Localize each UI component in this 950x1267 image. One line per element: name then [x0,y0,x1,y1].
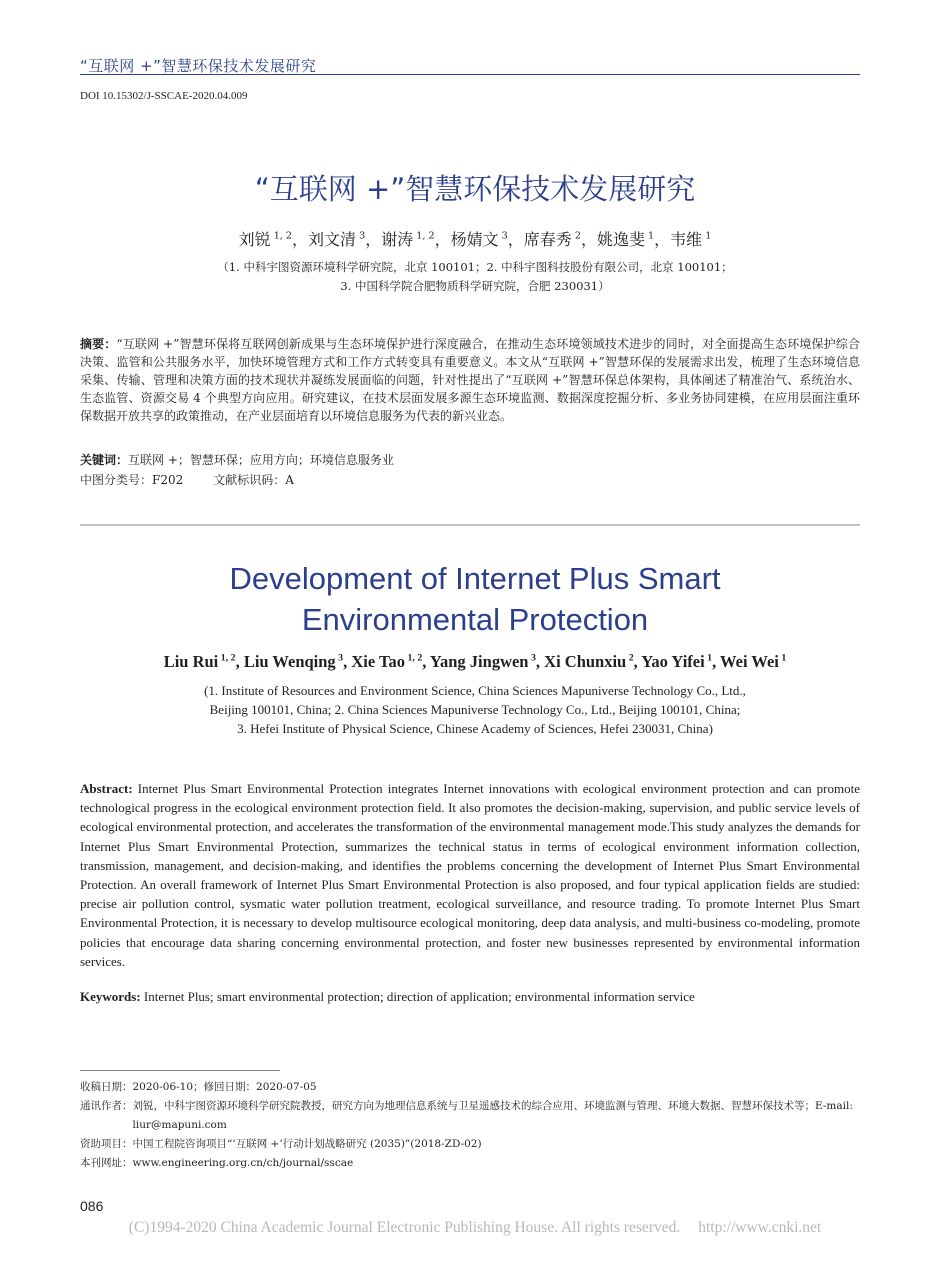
running-head: “互联网 +”智慧环保技术发展研究 [80,57,317,75]
english-keywords-text: Internet Plus; smart environmental protection; direction of application; environmental information service [143,989,695,1004]
author-affiliation-mark: 2 [626,652,634,664]
author-separator: , [343,652,352,671]
chinese-abstract-text: “互联网 +”智慧环保将互联网创新成果与生态环境保护进行深度融合，在推动生态环境领域技术进步的同时，对全面提高生态环境保护综合决策、监管和公共服务水平，加快环境管理方式和工作方式转变具有重要意义。本文从“互联网 +”智慧环保的发展需求出发，梳理了生态环境信息采集、传输、管理和决策方面的技术现状并凝练发展面临的问题，针对性提出了“互联网 +”智慧环保总体架构，具体阐述了精准治气、系统治水、生态监管、资源交易 4 个典型方向应用。研究建议，在技术层面发展多源生态环境监测、数据深度挖掘分析、多业务协同建模，在应用层面注重环保数据开放共享的政策推动，在产业层面培育以环境信息服务为代表的新兴业态。 [80,337,860,423]
chinese-classification [80,471,860,488]
chinese-keywords-text: 互联网 +；智慧环保；应用方向；环境信息服务业 [128,453,394,467]
author-affiliation-mark: 1 [704,652,713,664]
english-authors [0,652,950,672]
author-affiliation-mark: 3 [335,652,344,664]
author-name: 刘文清 [308,230,357,249]
footnote-text: 2020-06-10；修回日期：2020-07-05 [132,1081,317,1093]
footnote-website [80,1154,870,1173]
clc-label: 中图分类号： [80,473,153,487]
footnote-label: 通讯作者： [80,1100,133,1112]
author-affiliation-mark: 3 [356,230,366,242]
author-affiliation-mark: 1 [778,652,787,664]
chinese-affiliation-line: （1. 中科宇图资源环境科学研究院，北京 100101；2. 中科宇图科技股份有限公司，北京 100101； [217,260,733,274]
chinese-keywords-label: 关键词： [80,453,129,467]
author-name: 杨婧文 [450,230,499,249]
author-name: Xi Chunxiu [544,652,627,671]
author-name: Liu Wenqing [243,652,336,671]
author [670,230,711,249]
section-divider [80,524,860,526]
author [164,652,244,671]
author [720,652,786,671]
author-separator: , [535,652,545,671]
english-title-line: Environmental Protection [301,602,649,637]
chinese-keywords [80,451,860,468]
author-name: 刘锐 [238,230,271,249]
author-affiliation-mark: 3 [498,230,508,242]
footnote-label: 收稿日期： [80,1081,133,1093]
author-affiliation-mark: 1, 2 [270,230,293,242]
author [544,652,641,671]
author-name: Liu Rui [163,652,219,671]
doc-code-label: 文献标识码： [213,473,286,487]
footnote-label: 本刊网址： [80,1157,133,1169]
author-name: Xie Tao [351,652,405,671]
author [381,230,450,249]
footnote-text: 中国工程院咨询项目“‘互联网 +’行动计划战略研究 (2035)”(2018-ZD-02) [132,1138,482,1150]
english-title [0,558,950,640]
author-name: Yao Yifei [641,652,705,671]
footnote-link[interactable]: www.engineering.org.cn/ch/journal/sscae [132,1157,354,1169]
author [351,652,430,671]
footnotes [80,1078,870,1173]
chinese-title: “互联网 +”智慧环保技术发展研究 [254,172,696,206]
english-affiliations [0,681,950,738]
cnki-link[interactable]: http://www.cnki.net [698,1219,822,1236]
doc-code-value: A [285,473,294,487]
author-separator: ， [507,230,524,249]
copyright-watermark [0,1219,950,1237]
author-name: 谢涛 [381,230,414,249]
footnote-received [80,1078,870,1097]
author-affiliation-mark: 1, 2 [405,652,423,664]
english-affiliation-line: (1. Institute of Resources and Environment Science, China Sciences Mapuniverse Technology Co., Ltd., [204,683,746,698]
author-separator: ， [654,230,671,249]
author [239,230,308,249]
author-name: 韦维 [670,230,703,249]
clc-value: F202 [152,473,184,487]
author-separator: ， [292,230,309,249]
chinese-abstract [80,335,860,425]
author [451,230,524,249]
author-affiliation-mark: 2 [571,230,581,242]
author [308,230,381,249]
author-affiliation-mark: 1, 2 [413,230,435,242]
author [244,652,352,671]
english-title-line: Development of Internet Plus Smart [229,561,721,596]
footnote-text: 刘锐，中科宇图资源环境科学研究院教授，研究方向为地理信息系统与卫星遥感技术的综合应用、环境监测与管理、环境大数据、智慧环保技术等；E-mail: liur@mapuni.com [132,1100,853,1131]
author-name: 席春秀 [523,230,572,249]
footnote-rule [80,1070,280,1071]
english-affiliation-line: 3. Hefei Institute of Physical Science, Chinese Academy of Sciences, Hefei 230031, China) [237,721,713,736]
footnote-corresponding [80,1097,870,1135]
author [524,230,597,249]
english-keywords-label: Keywords: [80,989,141,1004]
author-separator: , [633,652,642,671]
author-separator: ， [434,230,451,249]
author-affiliation-mark: 1, 2 [218,652,236,664]
author-name: Wei Wei [720,652,779,671]
copyright-notice: (C)1994-2020 China Academic Journal Electronic Publishing House. All rights reserved. [128,1219,681,1236]
author-name: Yang Jingwen [429,652,529,671]
english-abstract-text: Internet Plus Smart Environmental Protection integrates Internet innovations with ecological environment protection and can promote technological progress in the ecological environment protection field. It also promotes the decision-making, supervision, and public service levels of ecological environmental protection, and accelerates the transformation of the environmental management mode.This study analyzes the demands for Internet Plus Smart Environmental Protection, summarizes the technical status in terms of ecological environment information collection, transmission, management, and decision-making, and identifies the problems concerning the development of Internet Plus Smart Environmental Protection. An overall framework of Internet Plus Smart Environmental Protection is also proposed, and four typical application fields are studied: precise air pollution control, sysmatic water pollution treatment, ecological surveillance, and resource trading. To promote Internet Plus Smart Environmental Protection, it is necessary to develop multisource ecological monitoring, deep data analysis, and multi-business co-modeling, promote policies that encourage data sharing concerning environmental protection, and foster new businesses represented by environmental information services. [80,781,861,969]
chinese-authors [0,227,950,250]
author [430,652,544,671]
footnote-funding [80,1135,870,1154]
chinese-affiliations [0,258,950,296]
author-separator: , [422,652,430,671]
author-name: 姚逸斐 [596,230,645,249]
author-separator: ， [580,230,597,249]
author-affiliation-mark: 1 [702,230,712,242]
english-affiliation-line: Beijing 100101, China; 2. China Sciences Mapuniverse Technology Co., Ltd., Beijing 100101, China; [209,702,741,717]
author-affiliation-mark: 1 [645,230,655,242]
english-abstract-label: Abstract: [80,781,133,796]
author-separator: ， [365,230,382,249]
author [597,230,670,249]
author-separator: , [712,652,721,671]
header-rule [80,74,860,75]
author [641,652,720,671]
english-abstract [80,779,860,971]
english-keywords [80,989,860,1005]
author-affiliation-mark: 3 [528,652,536,664]
author-separator: , [235,652,244,671]
page-number: 086 [80,1198,104,1214]
footnote-label: 资助项目： [80,1138,133,1150]
chinese-affiliation-line: 3. 中国科学院合肥物质科学研究院，合肥 230031） [340,279,610,293]
chinese-abstract-label: 摘要： [80,337,117,351]
doi: DOI 10.15302/J-SSCAE-2020.04.009 [80,90,248,102]
